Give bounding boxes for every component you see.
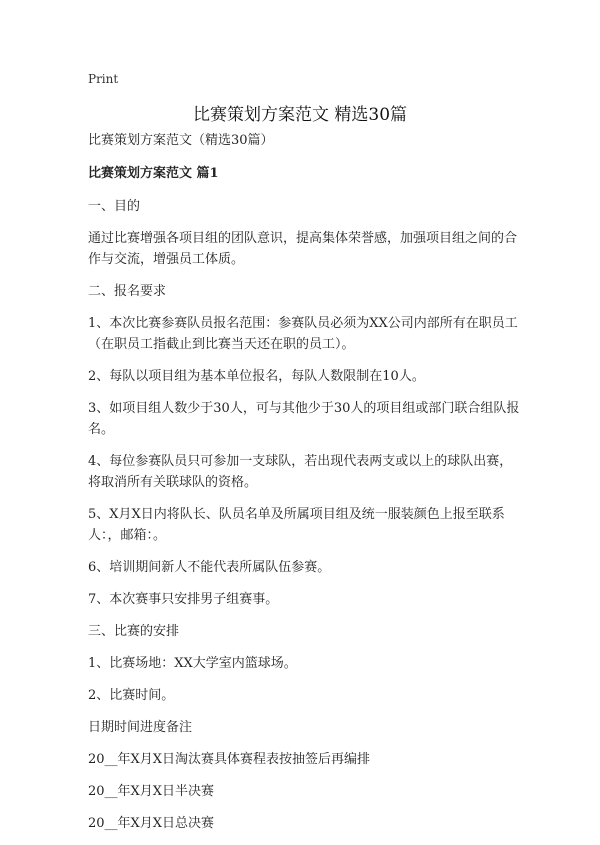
section-heading: 比赛策划方案范文 篇1 bbox=[88, 166, 219, 181]
document-subtitle: 比赛策划方案范文（精选30篇） bbox=[88, 133, 274, 148]
paragraph-rule-1: 1、本次比赛参赛队员报名范围：参赛队员必须为XX公司内部所有在职员工（在职员工指截止到比赛当天还在职的员工）。 bbox=[88, 316, 518, 352]
paragraph-venue: 1、比赛场地：XX大学室内篮球场。 bbox=[88, 656, 297, 671]
paragraph-purpose: 通过比赛增强各项目组的团队意识，提高集体荣誉感，加强项目组之间的合作与交流，增强员工体质。 bbox=[88, 231, 518, 267]
paragraph-rule-5: 5、X月X日内将队长、队员名单及所属项目组及统一服装颜色上报至联系人：，邮箱：。 bbox=[88, 507, 505, 543]
schedule-row-knockout: 20__年X月X日淘汰赛具体赛程表按抽签后再编排 bbox=[88, 752, 371, 767]
document-body bbox=[88, 130, 520, 845]
paragraph-rule-6: 6、培训期间新人不能代表所属队伍参赛。 bbox=[88, 560, 331, 575]
paragraph-rule-2: 2、每队以项目组为基本单位报名，每队人数限制在10人。 bbox=[88, 369, 425, 384]
paragraph-rule-3: 3、如项目组人数少于30人，可与其他少于30人的项目组或部门联合组队报名。 bbox=[88, 401, 520, 437]
paragraph-time: 2、比赛时间。 bbox=[88, 688, 175, 703]
paragraph-rule-4: 4、每位参赛队员只可参加一支球队，若出现代表两支或以上的球队出赛，将取消所有关联球队的资格。 bbox=[88, 454, 513, 490]
heading-purpose: 一、目的 bbox=[88, 199, 141, 214]
document-title: 比赛策划方案范文 精选30篇 bbox=[192, 105, 408, 125]
schedule-row-semifinal: 20__年X月X日半决赛 bbox=[88, 784, 215, 799]
schedule-header: 日期时间进度备注 bbox=[88, 720, 193, 735]
print-label: Print bbox=[88, 72, 119, 86]
schedule-row-final: 20__年X月X日总决赛 bbox=[88, 816, 215, 831]
heading-registration: 二、报名要求 bbox=[88, 284, 167, 299]
heading-schedule: 三、比赛的安排 bbox=[88, 624, 180, 639]
paragraph-rule-7: 7、本次赛事只安排男子组赛事。 bbox=[88, 592, 279, 607]
